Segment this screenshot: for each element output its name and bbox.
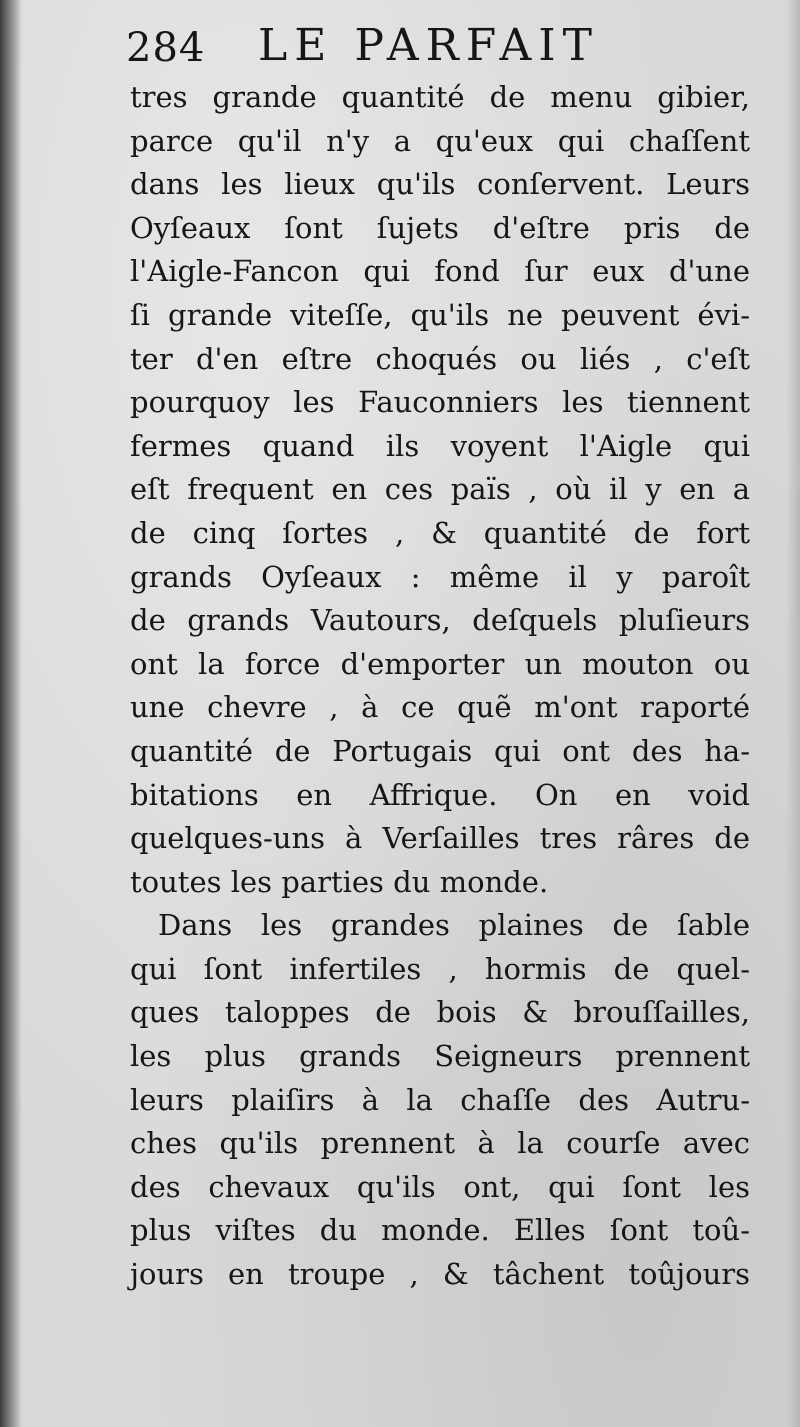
text-line: ont la force d'emporter un mouton ou <box>130 646 750 681</box>
text-line: de cinq ſortes , & quantité de fort <box>130 515 750 550</box>
text-line: grands Oyſeaux : même il y paroît <box>130 559 750 594</box>
text-line: de grands Vautours, deſquels pluſieurs <box>130 603 750 638</box>
text-line: ches qu'ils prennent à la courſe avec <box>130 1126 750 1161</box>
binding-gutter-shadow <box>0 0 22 1427</box>
text-line: ques taloppes de bois & brouſſailles, <box>130 995 750 1030</box>
text-line: toutes les parties du monde. <box>130 864 549 899</box>
text-line: les plus grands Seigneurs prennent <box>130 1039 750 1074</box>
text-line: Dans les grandes plaines de ſable <box>158 908 750 943</box>
text-line: plus viſtes du monde. Elles ſont toû- <box>130 1213 750 1248</box>
text-line: dans les lieux qu'ils conſervent. Leurs <box>130 167 750 202</box>
text-line: quantité de Portugais qui ont des ha- <box>130 733 750 768</box>
text-line: tres grande quantité de menu gibier, <box>130 80 750 114</box>
text-line: fermes quand ils voyent l'Aigle qui <box>130 428 750 463</box>
text-line: qui ſont infertiles , hormis de quel- <box>130 951 750 986</box>
text-line: bitations en Affrique. On en void <box>130 777 750 812</box>
text-line: des chevaux qu'ils ont, qui ſont les <box>130 1169 750 1204</box>
running-title: LE PARFAIT <box>258 20 600 71</box>
page-header <box>126 14 746 78</box>
text-line: parce qu'il n'y a qu'eux qui chaſſent <box>130 123 750 158</box>
text-line: jours en troupe , & tâchent toûjours <box>130 1257 750 1292</box>
text-line: leurs plaiſirs à la chaſſe des Autru- <box>130 1082 750 1117</box>
text-line: ſi grande viteſſe, qu'ils ne peuvent évi- <box>130 297 750 332</box>
page-edge <box>786 0 800 1427</box>
text-line: Oyſeaux ſont ſujets d'eſtre pris de <box>130 210 750 245</box>
text-line: l'Aigle-Fancon qui fond ſur eux d'une <box>130 254 750 289</box>
text-line: eſt frequent en ces païs , où il y en a <box>130 472 750 507</box>
body-text <box>130 76 750 1297</box>
page-number: 284 <box>126 25 206 71</box>
text-line: quelques-uns à Verſailles tres râres de <box>130 821 750 856</box>
text-line: une chevre , à ce quẽ m'ont raporté <box>130 690 750 725</box>
text-line: pourquoy les Fauconniers les tiennent <box>130 385 750 420</box>
text-line: ter d'en eſtre choqués ou liés , c'eſt <box>130 341 750 376</box>
